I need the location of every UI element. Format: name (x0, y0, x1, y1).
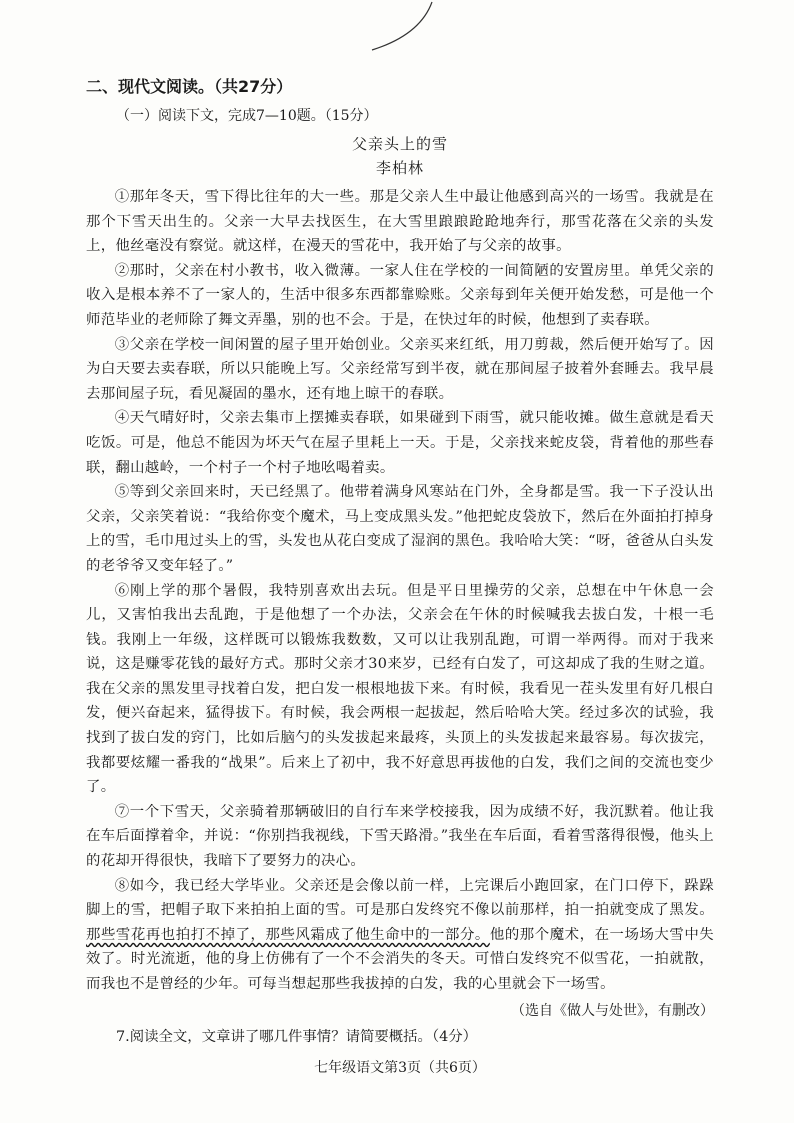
article-source: （选自《做人与处世》，有删改） (511, 1002, 714, 1019)
paragraph-8 (86, 874, 714, 997)
page-footer: 七年级语文第3页（共6页） (314, 1059, 486, 1076)
question-7: 7.阅读全文，文章讲了哪几件事情？请简要概括。（4分） (116, 1028, 478, 1045)
paragraph-1: ①那年冬天，雪下得比往年的大一些。那是父亲人生中最让他感到高兴的一场雪。我就是在那个下雪天出生的。父亲一大早去找医生，在大雪里踉踉跄跄地奔行，那雪花落在父亲的头发上，他丝毫没有察觉。就这样，在漫天的雪花中，我开始了与父亲的故事。 (86, 189, 714, 255)
pen-stroke-mark (360, 0, 440, 55)
paragraph-3: ③父亲在学校一间闲置的屋子里开始创业。父亲买来红纸，用刀剪裁，然后便开始写了。因为白天要去卖春联，所以只能晚上写。父亲经常写到半夜，就在那间屋子披着外套睡去。我早晨去那间屋子玩，看见凝固的墨水，还有地上晾干的春联。 (86, 336, 714, 402)
paragraph-5: ⑤等到父亲回来时，天已经黑了。他带着满身风寒站在门外，全身都是雪。我一下子没认出父亲，父亲笑着说：“我给你变个魔术，马上变成黑头发。”他把蛇皮袋放下，然后在外面拍打掉身上的雪，毛巾甩过头上的雪，头发也从花白变成了湿润的黑色。我哈哈大笑：“呀，爸爸从白头发的老爷爷又变年轻了。” (86, 484, 714, 574)
paragraph-7: ⑦一个下雪天，父亲骑着那辆破旧的自行车来学校接我，因为成绩不好，我沉默着。他让我在车后面撑着伞，并说：“你别挡我视线，下雪天路滑。”我坐在车后面，看着雪落得很慢，他头上的花却开得很快，我暗下了要努力的决心。 (86, 803, 714, 870)
article-title: 父亲头上的雪 (351, 135, 448, 153)
paragraph-8-end: 他的那个魔术，在一场场大雪中失效了。时光流逝，他的身上仿佛有了一个不会消失的冬天。可惜白发终究不似雪花，一拍就散，而我也不是曾经的少年。可每当想起那些我拔掉的白发，我的心里就会下一场雪。 (86, 926, 714, 992)
paragraph-4: ④天气晴好时，父亲去集市上摆摊卖春联，如果碰到下雨雪，就只能收摊。做生意就是看天吃饭。可是，他总不能因为坏天气在屋子里耗上一天。于是，父亲找来蛇皮袋，背着他的那些春联，翻山越岭，一个村子一个村子地吆喝着卖。 (86, 410, 714, 476)
paragraph-2: ②那时，父亲在村小教书，收入微薄。一家人住在学校的一间简陋的安置房里。单凭父亲的收入是根本养不了一家人的，生活中很多东西都靠赊账。父亲每到年关便开始发愁，可是他一个师范毕业的老师除了舞文弄墨，别的也不会。于是，在快过年的时候，他想到了卖春联。 (86, 262, 714, 328)
reading-section (86, 75, 714, 1079)
section-title: 二、现代文阅读。（共27分） (86, 77, 293, 96)
article-author: 李柏林 (375, 159, 424, 177)
paragraph-8-start: ⑧如今，我已经大学毕业。父亲还是会像以前一样，上完课后小跑回家，在门口停下，跺跺脚上的雪，把帽子取下来拍拍上面的雪。可是那白发终究不像以前那样，拍一拍就变成了黑发。 (86, 877, 714, 919)
underlined-sentence: 那些雪花再也拍打不掉了，那些风霜成了他生命中的一部分。 (86, 926, 490, 943)
article-body (86, 185, 714, 997)
sub-title: （一）阅读下文，完成7—10题。（15分） (116, 108, 378, 124)
paragraph-6: ⑥刚上学的那个暑假，我特别喜欢出去玩。但是平日里操劳的父亲，总想在中午休息一会儿，又害怕我出去乱跑，于是他想了一个办法，父亲会在午休的时候喊我去拔白发，十根一毛钱。我刚上一年级，这样既可以锻炼我数数，又可以让我别乱跑，可谓一举两得。而对于我来说，这是赚零花钱的最好方式。那时父亲才30来岁，已经有白发了，可这却成了我的生财之道。我在父亲的黑发里寻找着白发，把白发一根根地拔下来。有时候，我看见一茬头发里有好几根白发，便兴奋起来，猛得拔下。有时候，我会两根一起拔起，然后哈哈大笑。经过多次的试验，我找到了拔白发的窍门，比如后脑勺的头发拔起来最疼，头顶上的头发拔起来最容易。每次拔完，我都要炫耀一番我的“战果”。后来上了初中，我不好意思再拔他的白发，我们之间的交流也变少了。 (86, 582, 714, 796)
